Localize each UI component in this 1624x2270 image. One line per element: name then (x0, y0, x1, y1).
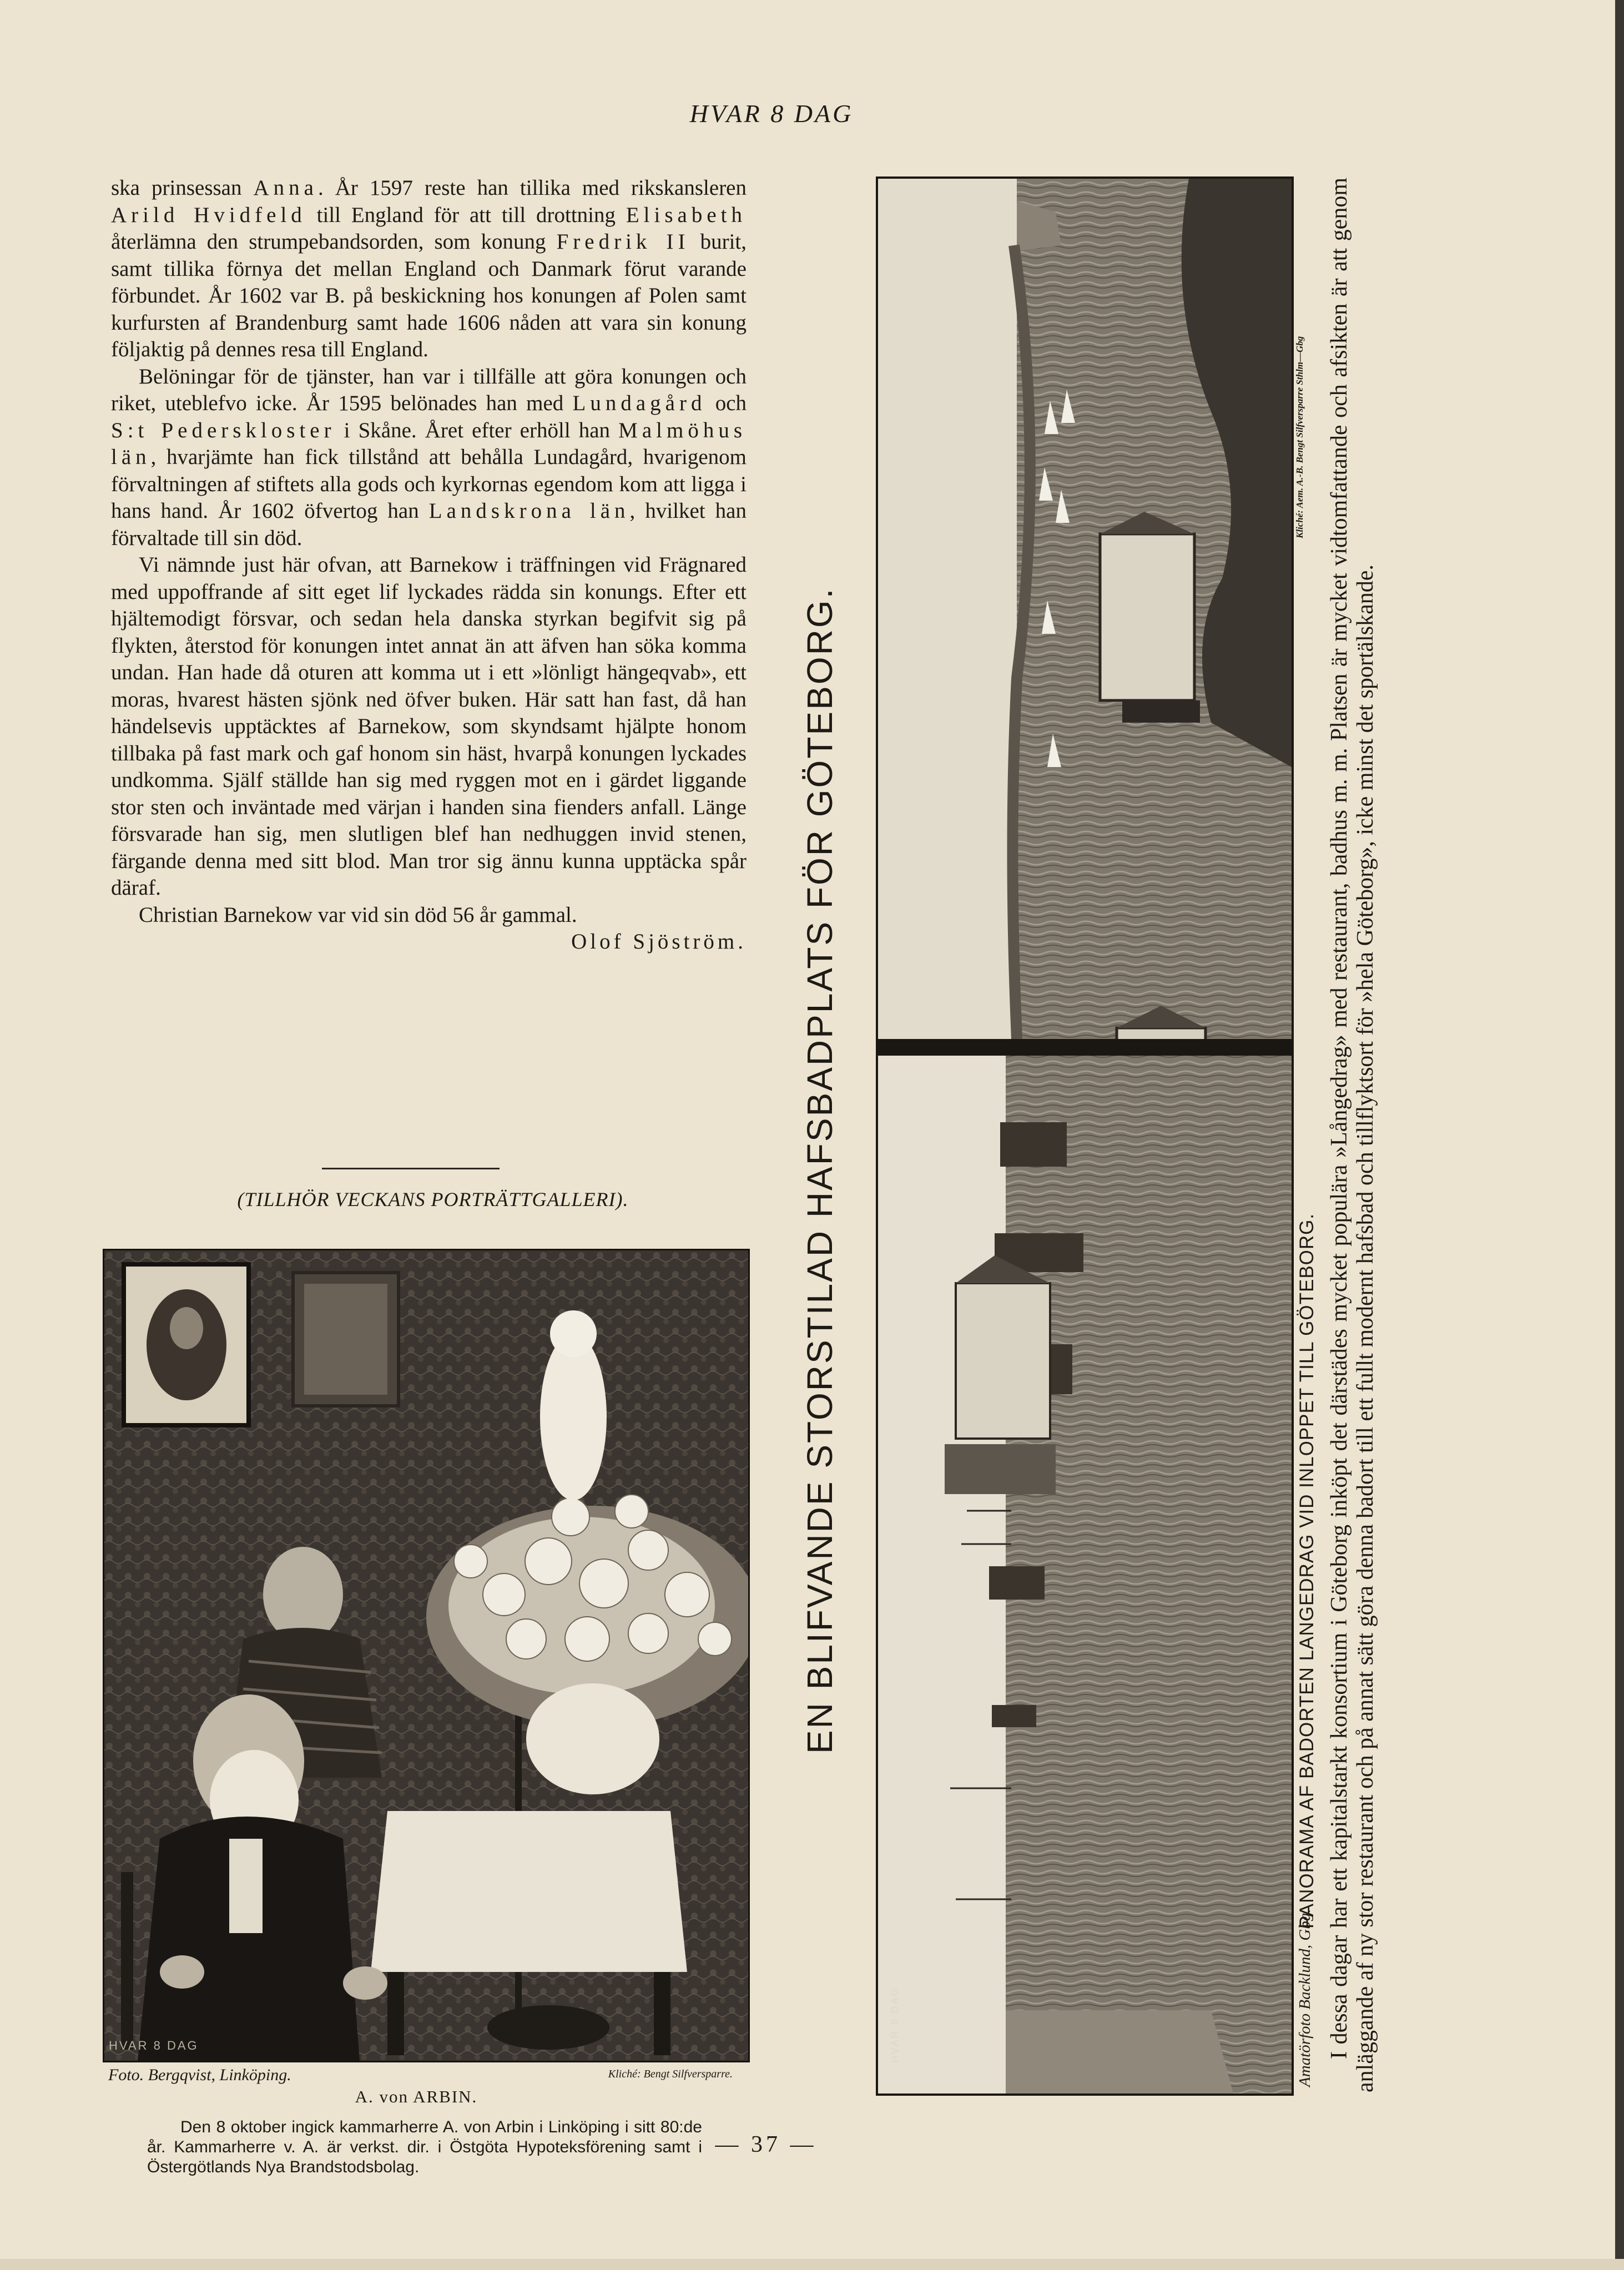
spaced-name: Malmöhus län (111, 418, 747, 469)
spaced-name: Elisabeth (626, 203, 747, 227)
photo-watermark: HVAR 8 DAG (109, 2039, 199, 2052)
spaced-name: Lundagård (572, 391, 707, 415)
portrait-photo-graphic (104, 1250, 748, 2061)
page-edge-bottom (0, 2259, 1624, 2270)
spaced-name: Anna (253, 176, 318, 200)
running-head: HVAR 8 DAG (689, 99, 854, 128)
page-number: — 37 — (715, 2132, 817, 2157)
article-text: , hvilket han förvaltade till sin död. (111, 499, 747, 550)
article-paragraph (111, 552, 747, 902)
article-text: Vi nämnde just här ofvan, att Barnekow i träffningen vid Frägnared med uppoffrande af sitt eget lif lyckades rädda sin konungs. Efter ett hjältemodigt försvar, och sedan hela danska styrkan begifvit sig på flykten, återstod för konungen intet annat än att äfven han söka komma undan. Han hade då oturen att komma ut i ett »lönligt hängeqvab», ett moras, hvarest hästen sjönk ned öfver buken. Här satt han fast, då han händelsevis upptäcktes af Barnekow, som skyndsamt hjälpte honom tillbaka på fast mark och gaf honom sin häst, hvarpå konungen lyckades undkomma. Själf ställde han sig med ryggen mot en i gärdet liggande stor sten och inväntade med värjan i handen sina fienders anfall. Länge försvarade han sig, men slutligen blef han nedhuggen invid stenen, färgande denna med sitt blod. Man tror sig ännu kunna upptäcka spår däraf. (111, 553, 747, 900)
spaced-name: S:t Pederskloster (111, 418, 336, 442)
article-paragraph (111, 902, 747, 929)
spaced-name: Arild Hvidfeld (111, 203, 306, 227)
portrait-photo (103, 1249, 750, 2062)
article-text: . År 1597 reste han tillika med rikskansleren (317, 176, 747, 200)
portrait-caption-text: Den 8 oktober ingick kammarherre A. von Arbin i Linköping i sitt 80:de år. Kammarherre v. A. är verkst. dir. i Östgöta Hypoteksförening samt i Östergötlands Nya Brandstodsbolag. (147, 2118, 702, 2176)
spaced-name: Landskrona län (428, 499, 630, 523)
article-text: Belöningar för de tjänster, han var i tillfälle att göra konungen och riket, uteblefvo icke. År 1595 belönades han med (111, 364, 747, 415)
panorama-body (1327, 178, 1615, 2092)
article-text: till England för att till drottning (306, 203, 626, 227)
portrait-name: A. von ARBIN. (355, 2087, 478, 2106)
article-text: , hvarjämte han fick tillstånd att behålla Lundagård, hvarigenom förvaltningen af stiftets alla gods och kyrkornas egendom kom att ligga i hans hand. År 1602 öfvertog han (111, 445, 747, 523)
article-text: och (706, 391, 747, 415)
spaced-name: Fredrik II (556, 230, 690, 254)
panorama-watermark: HVAR 8 DAG (889, 1986, 900, 2063)
photo-credit: Foto. Bergqvist, Linköping. (108, 2066, 291, 2084)
article-text: ska prinsessan (111, 176, 254, 200)
panorama-photo-graphic (878, 179, 1292, 2094)
portrait-credits (108, 2066, 744, 2088)
panorama-photo-credit: Amatörfoto Backlund, Gbg. (1296, 1909, 1314, 2087)
gallery-heading: (TILLHÖR VECKANS PORTRÄTTGALLERI). (237, 1188, 629, 1210)
panorama-body-text: I dessa dagar har ett kapitalstarkt konsortium i Göteborg inköpt det därstädes mycket populära »Långedrag» med restaurant, badhus m. m. Platsen är mycket vidtomfattande och afsikten är att genom anläggande af ny stor restaurant och på annat sätt göra denna badort till ett fullt modernt hafsbad och tillflyktsort för »hela Göteborg», icke minst det sportälskande. (1327, 178, 1378, 2092)
article-column (111, 175, 747, 956)
article-paragraph (111, 364, 747, 552)
article-text: burit, samt tillika förnya det mellan England och Danmark förut varande förbundet. År 1602 var B. på beskickning hos konungen af Polen samt kurfursten af Brandenburg samt hade 1606 nåden att vara sin konung följaktig på dennes resa till England. (111, 230, 747, 361)
section-divider (322, 1168, 500, 1169)
panorama-headline: EN BLIFVANDE STORSTILAD HAFSBADPLATS FÖR GÖTEBORG. (800, 587, 840, 1754)
cliche-credit: Kliché: Bengt Silfversparre. (608, 2068, 733, 2080)
panorama-cliche-credit: Kliché: Aem. A.-B. Bengt Silfversparre Sthlm—Gbg (1294, 336, 1305, 538)
article-paragraph (111, 175, 747, 364)
panorama-photo (876, 176, 1294, 2096)
article-signature: Olof Sjöström. (571, 930, 747, 954)
article-text: i Skåne. Året efter erhöll han (335, 418, 619, 442)
article-text: återlämna den strumpebandsorden, som konung (111, 230, 557, 254)
article-text: Christian Barnekow var vid sin död 56 år gammal. (139, 902, 577, 927)
portrait-caption (147, 2117, 702, 2177)
panorama-caption-title: PANORAMA AF BADORTEN LANGEDRAG VID INLOPPET TILL GÖTEBORG. (1296, 1213, 1318, 1929)
page-edge (1615, 0, 1624, 2270)
